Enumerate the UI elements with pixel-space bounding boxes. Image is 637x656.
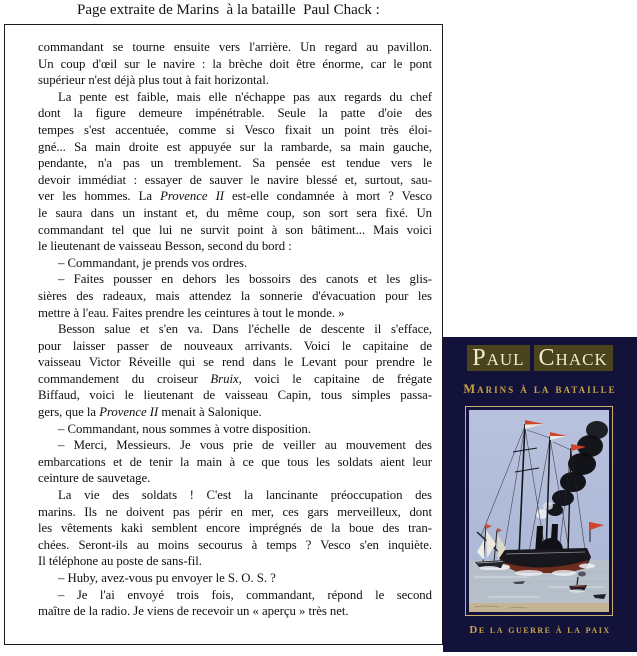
text-line: Biffaud, voici le lieutenant de vaisseau Capin, tous simples passa- [38,388,432,403]
text-line: – Huby, avez-vous pu envoyer le S. O. S. ? [58,571,276,585]
text-line: marins. Ils ne doivent pas périr en mer, ces gars merveilleux, dont [38,504,432,519]
text-line: commandant tel que lui ne survit point à son bâtiment... Mais voici [38,222,432,237]
text-line: Un coup d'œil sur le navire : la brèche doit être énorme, car le pont [38,56,432,71]
text-line: commandement du croiseur Bruix, voici le capitaine de frégate [38,371,432,386]
text-line: chées. Seront-ils au moins secourus à temps ? Vesco s'en inquiète. [38,537,432,552]
white-steam [536,509,548,519]
text-line: ceinture de sauvetage. [38,471,151,486]
text-line: La vie des soldats ! C'est la lancinante préoccupation des [58,488,432,503]
text-line: – Je l'ai envoyé trois fois, commandant, répond le second [58,587,432,602]
text-line: Besson salue et s'en va. Dans l'échelle de descente il s'efface, [58,322,432,337]
text-line: embarcations et de tenir la main à ce que tous les soldats aient leur [38,454,432,469]
text-line: le lieutenant de vaisseau Besson, second du bord : [38,239,292,254]
text-line: gers, que la Provence II menait à Salonique. [38,405,262,420]
cover-author-last: Chack [534,345,613,371]
text-line: mettre à l'eau. Faites prendre les ceintures à tout le monde. » [38,305,345,320]
cover-author-first: Paul [467,345,529,371]
cover-subtitle: De la guerre à la paix [469,624,611,636]
text-line: La pente est faible, mais elle n'échappe pas aux regards du chef [58,89,432,104]
text-line: ver les hommes. La Provence II est-elle condamnée à mort ? Vesco [38,189,432,204]
cover-title: Marins à la bataille [463,382,617,396]
text-line: dont la figure demeure impénétrable. Seule la patte d'oie des [38,106,432,121]
text-line: tempes s'est accentuée, comme si Vesco fixait un point très éloi- [38,122,432,137]
text-line: maître de la radio. Je viens de recevoir un « aperçu » très net. [38,604,349,619]
text-line: – Merci, Messieurs. Je vous prie de veiller au mouvement des [58,438,432,453]
book-cover [443,337,637,652]
shore-strip [469,603,609,612]
text-line: vaisseau Victor Réveille qui se rend dans le Levant pour prendre le [38,355,432,370]
text-line: pendante, n'a pas un tremblement. Sa pensée est tendue vers le [38,156,432,171]
text-line: pour laisser passer de nouveaux arrivants. Voici le capitaine de [38,338,432,353]
text-line: sières des radeaux, mais attendez la sonnerie d'évacuation pour les [38,288,432,303]
book-page-extract [4,24,443,645]
text-line: supérieur n'est déjà plus tout à fait horizontal. [38,73,269,88]
cover-author [443,345,637,371]
paddle-steamer-illustration [469,410,609,612]
text-line: – Commandant, nous sommes à votre disposition. [58,421,311,436]
text-line: le saura dans un instant et, du même coup, son sort sera fixé. Un [38,205,432,220]
cover-picture-frame [465,406,613,616]
text-line: les vêtements kaki semblent encore imprégnés de la boue des tran- [38,521,432,536]
text-line: Il téléphone au poste de sans-fil. [38,554,202,569]
page-title: Page extraite de Marins à la bataille Paul Chack : [77,2,380,18]
text-line: commandant se tourne ensuite vers l'arrière. Un regard au pavillon. [38,40,432,54]
text-lines [5,25,442,620]
text-line: gné... Sa main droite est appuyée sur la rambarde, sa main gauche, [38,139,432,154]
text-line: – Commandant, je prends vos ordres. [58,255,248,270]
text-line: – Faites pousser en dehors les bossoirs des canots et les glis- [58,272,432,287]
text-line: devoir immédiat : essayer de sauver le navire blessé et, surtout, sau- [38,172,432,187]
